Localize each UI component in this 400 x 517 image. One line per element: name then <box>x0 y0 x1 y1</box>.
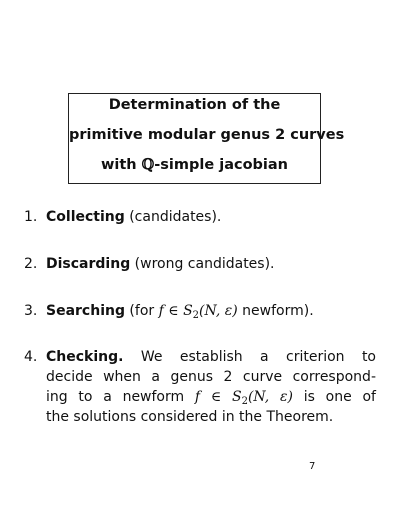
title-line-1: Determination of the <box>108 97 281 113</box>
item-keyword: Collecting <box>46 209 125 225</box>
item-text-1: We establish a criterion to <box>123 349 376 365</box>
item-body <box>46 301 376 321</box>
item-text-3-post: is one of <box>292 389 376 405</box>
item-keyword: Checking. <box>46 349 124 365</box>
title-line-2-post: curves <box>285 127 345 143</box>
math-args: (N, ε) <box>199 303 238 319</box>
item-body <box>46 207 376 227</box>
item-line-3 <box>46 387 376 407</box>
item-text-3-pre: ing to a newform <box>46 389 195 405</box>
math-expression <box>159 303 238 319</box>
item-keyword: Searching <box>46 303 125 319</box>
math-in: ∈ <box>200 389 232 405</box>
rationals-symbol: ℚ <box>141 156 155 173</box>
item-text-pre: (for <box>124 303 159 319</box>
item-line-1 <box>46 347 376 367</box>
item-keyword: Discarding <box>46 256 131 272</box>
title-line-3-pre: with <box>100 157 142 173</box>
math-f: f <box>158 303 164 319</box>
title-line-2-pre: primitive modular genus <box>69 127 276 143</box>
item-text: (candidates). <box>124 209 222 225</box>
item-line-4: the solutions considered in the Theorem. <box>46 409 334 425</box>
item-line-2: decide when a genus 2 curve correspond- <box>46 369 376 385</box>
item-number: 4. <box>24 349 38 365</box>
item-text: (wrong candidates). <box>130 256 275 272</box>
math-s: S <box>183 303 193 319</box>
item-body <box>46 254 376 274</box>
title-box <box>68 93 345 184</box>
math-sub: 2 <box>241 396 248 407</box>
math-expression <box>195 389 293 405</box>
title-line-2 <box>69 127 345 143</box>
item-number: 3. <box>24 303 38 319</box>
title-line-3 <box>69 156 320 173</box>
item-number: 1. <box>24 209 38 225</box>
math-args: (N, ε) <box>247 389 293 405</box>
math-sub: 2 <box>192 310 200 321</box>
math-s: S <box>231 389 242 405</box>
title-genus-number: 2 <box>275 127 286 143</box>
item-number: 2. <box>24 256 38 272</box>
title-line-3-post: -simple jacobian <box>154 157 289 173</box>
math-f: f <box>194 389 201 405</box>
math-in: ∈ <box>163 303 184 319</box>
item-body <box>46 347 376 427</box>
item-text-post: newform). <box>237 303 314 319</box>
page-number: 7 <box>309 461 316 472</box>
